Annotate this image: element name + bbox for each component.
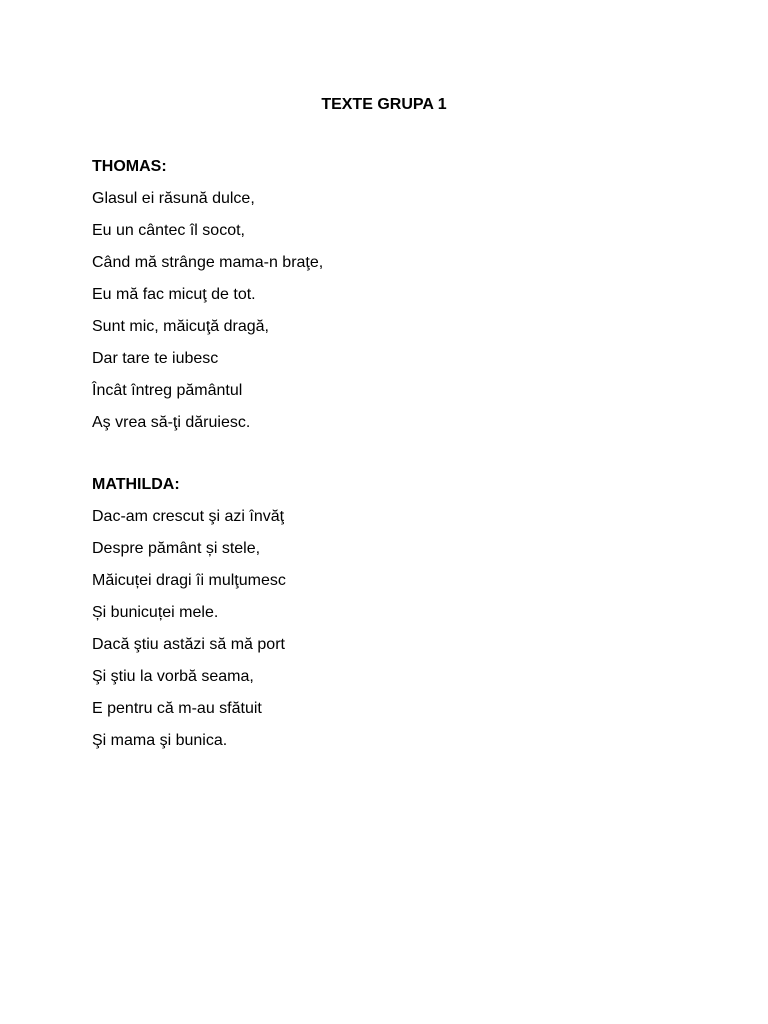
verse-line: Despre pământ și stele,: [92, 540, 261, 557]
verse-line: Dacă ştiu astăzi să mă port: [92, 636, 285, 653]
verse-line: Dar tare te iubesc: [92, 350, 219, 367]
verse-line: Eu un cântec îl socot,: [92, 222, 245, 239]
verse-line: Măicuței dragi îi mulţumesc: [92, 572, 286, 589]
verse-line: Şi mama şi bunica.: [92, 732, 228, 749]
verse-line: E pentru că m-au sfătuit: [92, 700, 262, 717]
verse-line: Şi ştiu la vorbă seama,: [92, 668, 254, 685]
speaker-name: MATHILDA:: [92, 476, 180, 493]
verse-line: Aş vrea să-ţi dăruiesc.: [92, 414, 251, 431]
document-title: TEXTE GRUPA 1: [321, 96, 447, 113]
verse-line: Glasul ei răsună dulce,: [92, 190, 255, 207]
poem-section-thomas: [92, 157, 692, 445]
verse-line: Sunt mic, măicuţă dragă,: [92, 318, 269, 335]
verse-line: Când mă strânge mama-n braţe,: [92, 254, 324, 271]
verse-line: Dac-am crescut şi azi învăţ: [92, 508, 285, 525]
verse-list: [92, 189, 692, 445]
verse-list: [92, 507, 692, 763]
poem-section-mathilda: [92, 475, 692, 763]
verse-line: Și bunicuței mele.: [92, 604, 219, 621]
verse-line: Eu mă fac micuţ de tot.: [92, 286, 256, 303]
verse-line: Încât întreg pământul: [92, 382, 243, 399]
speaker-name: THOMAS:: [92, 158, 167, 175]
